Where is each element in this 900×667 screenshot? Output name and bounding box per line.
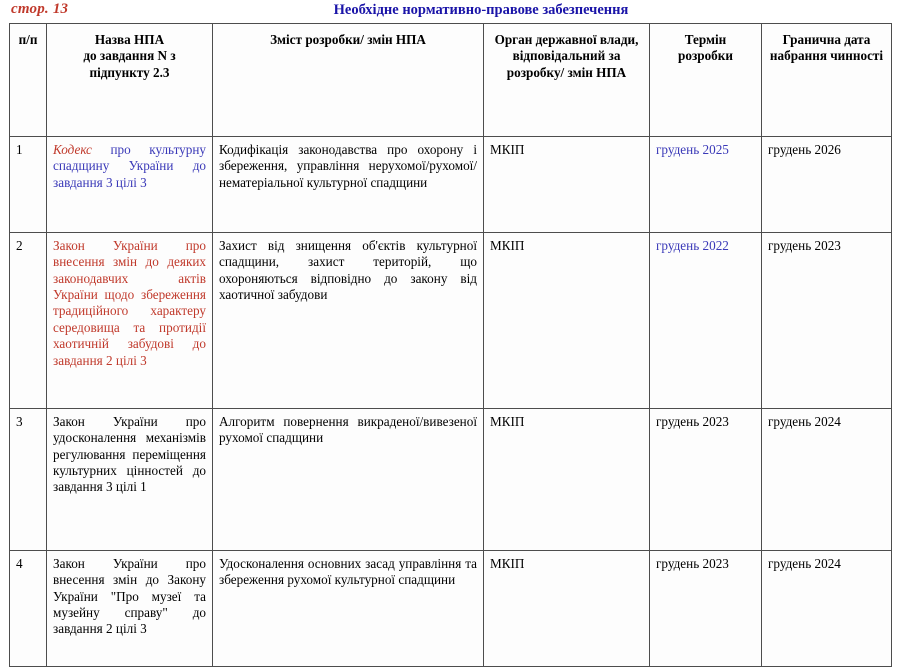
table-row <box>10 551 892 667</box>
npa-name-fragment: Закон України про удосконалення механізмів регулювання переміщення культурних цінностей до завдання 3 цілі 1 <box>53 414 206 495</box>
cell-development-term: грудень 2023 <box>650 551 762 667</box>
cell-responsible-authority: МКІП <box>484 551 650 667</box>
cell-row-number: 4 <box>10 551 47 667</box>
table-container <box>9 23 891 667</box>
cell-row-number: 2 <box>10 233 47 409</box>
cell-content-description: Кодифікація законодавства про охорону і збереження, управління нерухомої/рухомої/нематеріальної культурної спадщини <box>213 137 484 233</box>
cell-effective-date: грудень 2024 <box>762 409 892 551</box>
page-header <box>0 0 900 22</box>
column-header-date <box>762 24 892 137</box>
column-header-num <box>10 24 47 137</box>
column-header-line: підпункту 2.3 <box>89 64 170 80</box>
table-row <box>10 233 892 409</box>
cell-responsible-authority: МКІП <box>484 409 650 551</box>
column-header-line: до завдання N з <box>83 48 176 64</box>
column-header-line: Гранична дата <box>782 32 871 47</box>
cell-content-description: Удосконалення основних засад управління та збереження рухомої культурної спадщини <box>213 551 484 667</box>
cell-npa-name <box>47 409 213 551</box>
cell-development-term: грудень 2022 <box>650 233 762 409</box>
npa-name-fragment: Кодекс <box>53 142 92 157</box>
cell-row-number: 1 <box>10 137 47 233</box>
cell-npa-name <box>47 137 213 233</box>
cell-row-number: 3 <box>10 409 47 551</box>
column-header-line: відповідальний за <box>512 48 621 64</box>
column-header-line: Орган державної влади, <box>494 32 639 47</box>
column-header-line: набрання чинності <box>769 48 884 64</box>
cell-development-term: грудень 2023 <box>650 409 762 551</box>
column-header-line: розробку/ змін НПА <box>506 64 627 80</box>
column-header-content <box>213 24 484 137</box>
cell-content-description: Алгоритм повернення викраденої/вивезеної рухомої спадщини <box>213 409 484 551</box>
cell-npa-name <box>47 551 213 667</box>
column-header-name <box>47 24 213 137</box>
npa-table <box>9 23 892 667</box>
cell-effective-date: грудень 2023 <box>762 233 892 409</box>
column-header-line: Назва НПА <box>94 32 165 47</box>
page-number: стор. 13 <box>11 1 69 17</box>
npa-name-fragment: про культурну спадщину України до завдання 3 цілі 3 <box>53 142 206 190</box>
column-header-organ <box>484 24 650 137</box>
cell-responsible-authority: МКІП <box>484 233 650 409</box>
npa-name-fragment: Закон України про внесення змін до деяких законодавчих актів України щодо збереження традиційного характеру середовища та протидії хаотичній забудові до завдання 2 цілі 3 <box>53 238 206 368</box>
cell-effective-date: грудень 2024 <box>762 551 892 667</box>
cell-npa-name <box>47 233 213 409</box>
table-row <box>10 409 892 551</box>
table-body <box>10 137 892 667</box>
document-title: Необхідне нормативно-правове забезпечення <box>333 2 629 18</box>
table-header-row <box>10 24 892 137</box>
table-head <box>10 24 892 137</box>
column-header-line: розробки <box>678 48 733 64</box>
table-row <box>10 137 892 233</box>
cell-effective-date: грудень 2026 <box>762 137 892 233</box>
column-header-term <box>650 24 762 137</box>
npa-name-fragment: Закон України про внесення змін до Закону України "Про музеї та музейну справу" до завдання 2 цілі 3 <box>53 556 206 637</box>
cell-content-description: Захист від знищення об'єктів культурної спадщини, захист територій, що охороняються відповідно до закону від хаотичної забудови <box>213 233 484 409</box>
column-header-line: п/п <box>18 32 38 47</box>
cell-development-term: грудень 2025 <box>650 137 762 233</box>
column-header-line: Зміст розробки/ змін НПА <box>270 32 426 47</box>
cell-responsible-authority: МКІП <box>484 137 650 233</box>
column-header-line: Термін <box>684 32 727 47</box>
